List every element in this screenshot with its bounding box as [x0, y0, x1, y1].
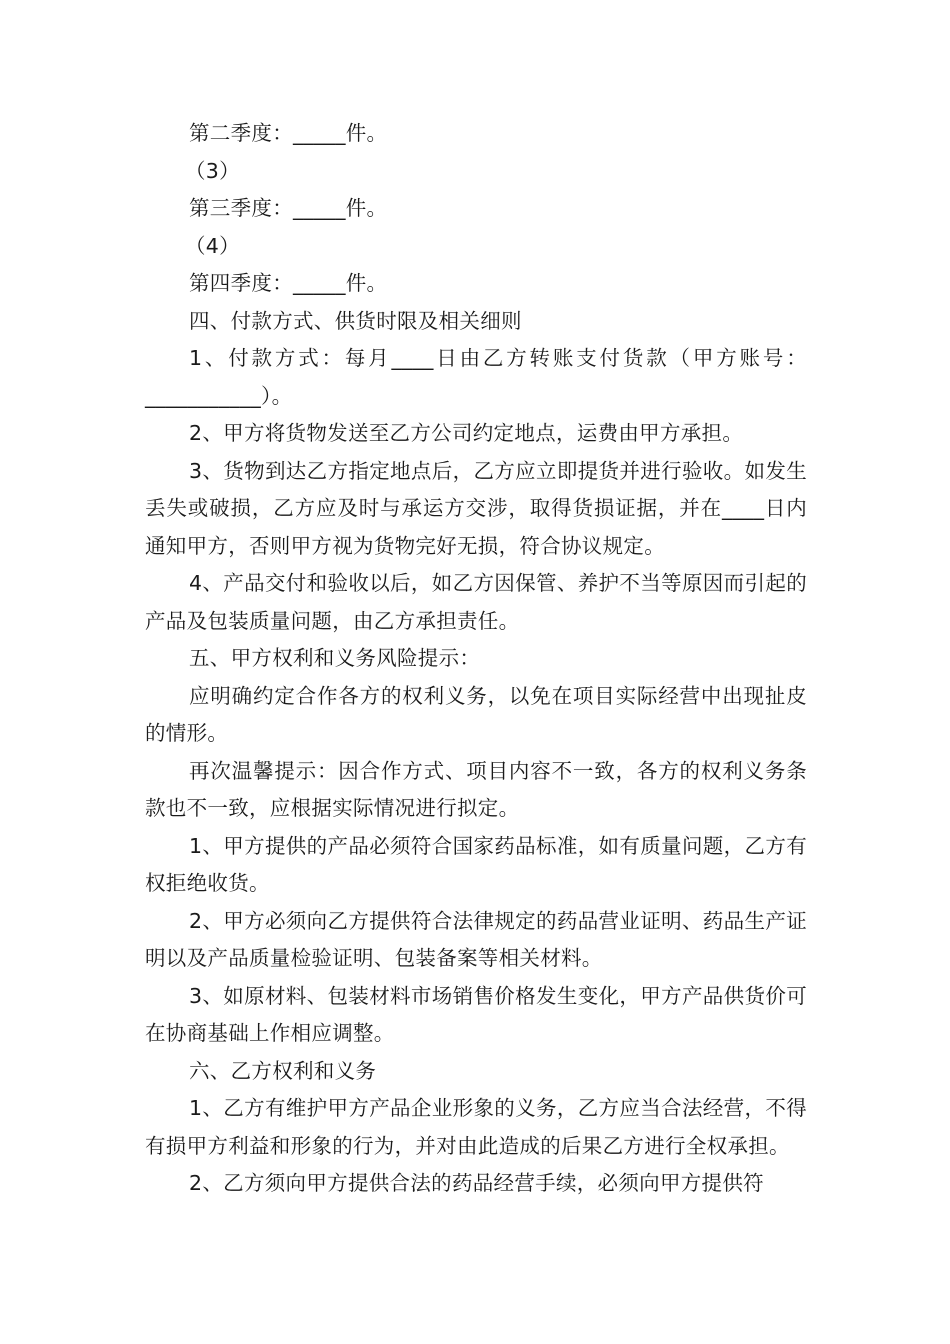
section-heading-5: 五、甲方权利和义务风险提示： — [189, 646, 481, 670]
paragraph-q3: 第三季度：_____件。 — [189, 196, 388, 220]
paragraph-4-1: 1、付款方式：每月____日由乙方转账支付货款（甲方账号：___________）。 — [145, 346, 807, 408]
paragraph-marker-4: （4） — [185, 233, 240, 258]
paragraph-6-2: 2、乙方须向甲方提供合法的药品经营手续，必须向甲方提供符 — [189, 1171, 764, 1195]
section-heading-6: 六、乙方权利和义务 — [189, 1058, 377, 1083]
paragraph-marker-3: （3） — [185, 158, 240, 183]
paragraph-4-2: 2、甲方将货物发送至乙方公司约定地点，运费由甲方承担。 — [189, 421, 744, 445]
paragraph-4-3: 3、货物到达乙方指定地点后，乙方应立即提货并进行验收。如发生丢失或破损，乙方应及时与承运方交涉，取得货损证据，并在____日内通知甲方，否则甲方视为货物完好无损，符合协议规定。 — [145, 458, 807, 558]
paragraph-5-3: 3、如原材料、包装材料市场销售价格发生变化，甲方产品供货价可在协商基础上作相应调整。 — [145, 983, 807, 1045]
paragraph-q2: 第二季度：_____件。 — [189, 121, 388, 145]
paragraph-5-reminder: 再次温馨提示：因合作方式、项目内容不一致，各方的权利义务条款也不一致，应根据实际情况进行拟定。 — [145, 758, 807, 820]
section-heading-4: 四、付款方式、供货时限及相关细则 — [189, 308, 522, 333]
paragraph-6-1: 1、乙方有维护甲方产品企业形象的义务，乙方应当合法经营，不得有损甲方利益和形象的行为，并对由此造成的后果乙方进行全权承担。 — [145, 1096, 807, 1158]
paragraph-5-1: 1、甲方提供的产品必须符合国家药品标准，如有质量问题，乙方有权拒绝收货。 — [145, 833, 807, 895]
paragraph-5-note: 应明确约定合作各方的权利义务，以免在项目实际经营中出现扯皮的情形。 — [145, 683, 807, 745]
paragraph-q4: 第四季度：_____件。 — [189, 271, 388, 295]
document-page — [145, 115, 807, 1203]
paragraph-5-2: 2、甲方必须向乙方提供符合法律规定的药品营业证明、药品生产证明以及产品质量检验证明、包装备案等相关材料。 — [145, 908, 807, 970]
paragraph-4-4: 4、产品交付和验收以后，如乙方因保管、养护不当等原因而引起的产品及包装质量问题，由乙方承担责任。 — [145, 571, 807, 633]
